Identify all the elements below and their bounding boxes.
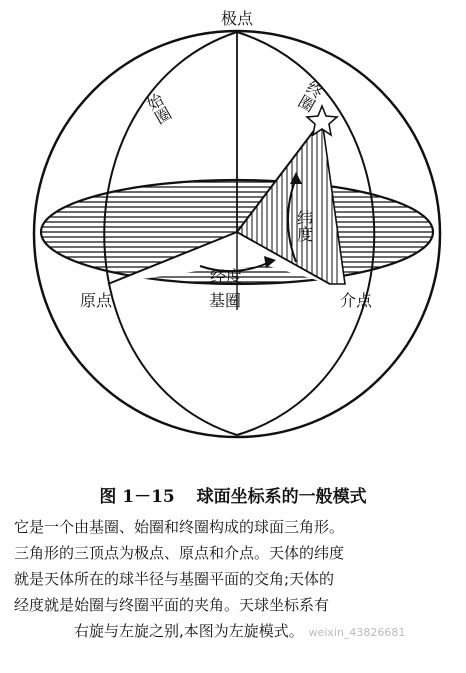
figure-caption: [0, 482, 466, 507]
label-start-circle: 始圈: [141, 90, 175, 128]
description-line: 就是天体所在的球半径与基圈平面的交角;天体的: [14, 570, 335, 588]
description-line-text: 右旋与左旋之别,本图为左旋模式。: [74, 622, 304, 640]
description-line: [14, 618, 460, 646]
label-intermediate: 介点: [340, 291, 373, 310]
label-base-circle: 基圈: [209, 291, 242, 310]
label-latitude: 纬度: [294, 210, 314, 242]
description-line: 经度就是始圈与终圈平面的夹角。天球坐标系有: [14, 596, 330, 614]
description-line: 三角形的三顶点为极点、原点和介点。天体的纬度: [14, 544, 345, 562]
label-origin: 原点: [80, 291, 113, 310]
label-pole: 极点: [220, 9, 254, 28]
caption-title: 球面坐标系的一般模式: [196, 487, 367, 507]
label-end-circle: 终圈: [293, 77, 327, 115]
figure-description: [14, 514, 460, 646]
label-longitude: 经度: [210, 267, 243, 286]
description-line: 它是一个由基圈、始圈和终圈构成的球面三角形。: [14, 518, 345, 536]
caption-number: 图 1－15: [99, 487, 175, 507]
watermark: weixin_43826681: [308, 626, 406, 639]
